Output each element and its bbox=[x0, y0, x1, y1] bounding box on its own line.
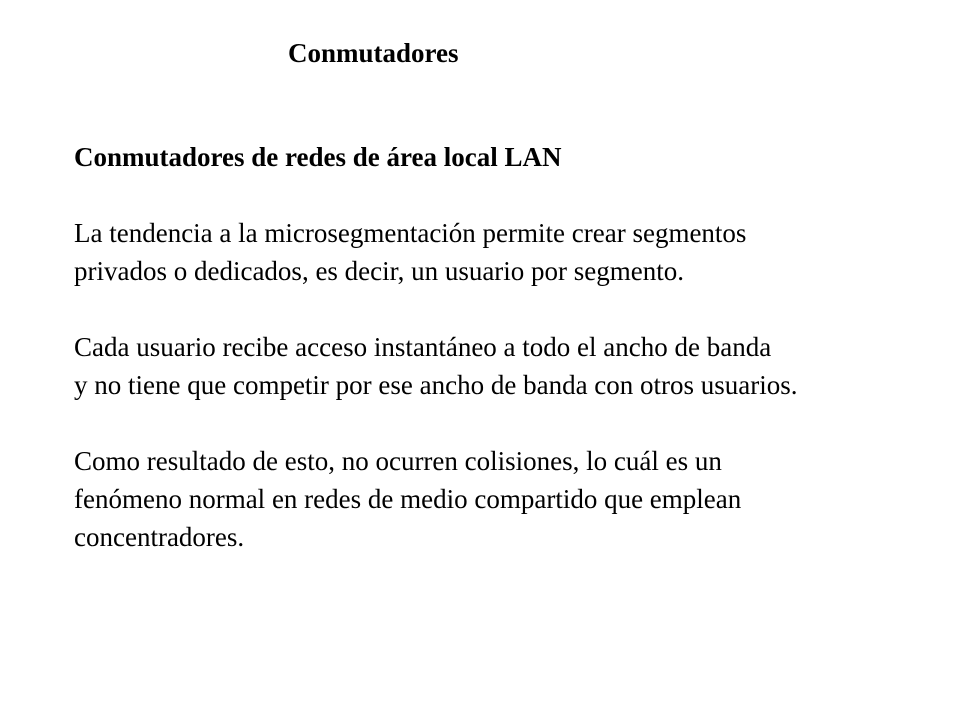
paragraph-microsegmentation bbox=[74, 214, 944, 290]
paragraph-line: fenómeno normal en redes de medio compartido que emplean bbox=[74, 484, 742, 514]
slide-title: Conmutadores bbox=[288, 38, 459, 68]
paragraph-line: concentradores. bbox=[74, 522, 245, 552]
paragraph-line: privados o dedicados, es decir, un usuario por segmento. bbox=[74, 256, 685, 286]
paragraph-line: Como resultado de esto, no ocurren colisiones, lo cuál es un bbox=[74, 446, 722, 476]
paragraph-collisions bbox=[74, 442, 944, 556]
slide-body bbox=[74, 138, 944, 556]
paragraph-line: La tendencia a la microsegmentación permite crear segmentos bbox=[74, 218, 747, 248]
paragraph-bandwidth bbox=[74, 328, 944, 404]
subheading: Conmutadores de redes de área local LAN bbox=[74, 142, 562, 172]
paragraph-line: y no tiene que competir por ese ancho de banda con otros usuarios. bbox=[74, 370, 798, 400]
paragraph-line: Cada usuario recibe acceso instantáneo a todo el ancho de banda bbox=[74, 332, 772, 362]
